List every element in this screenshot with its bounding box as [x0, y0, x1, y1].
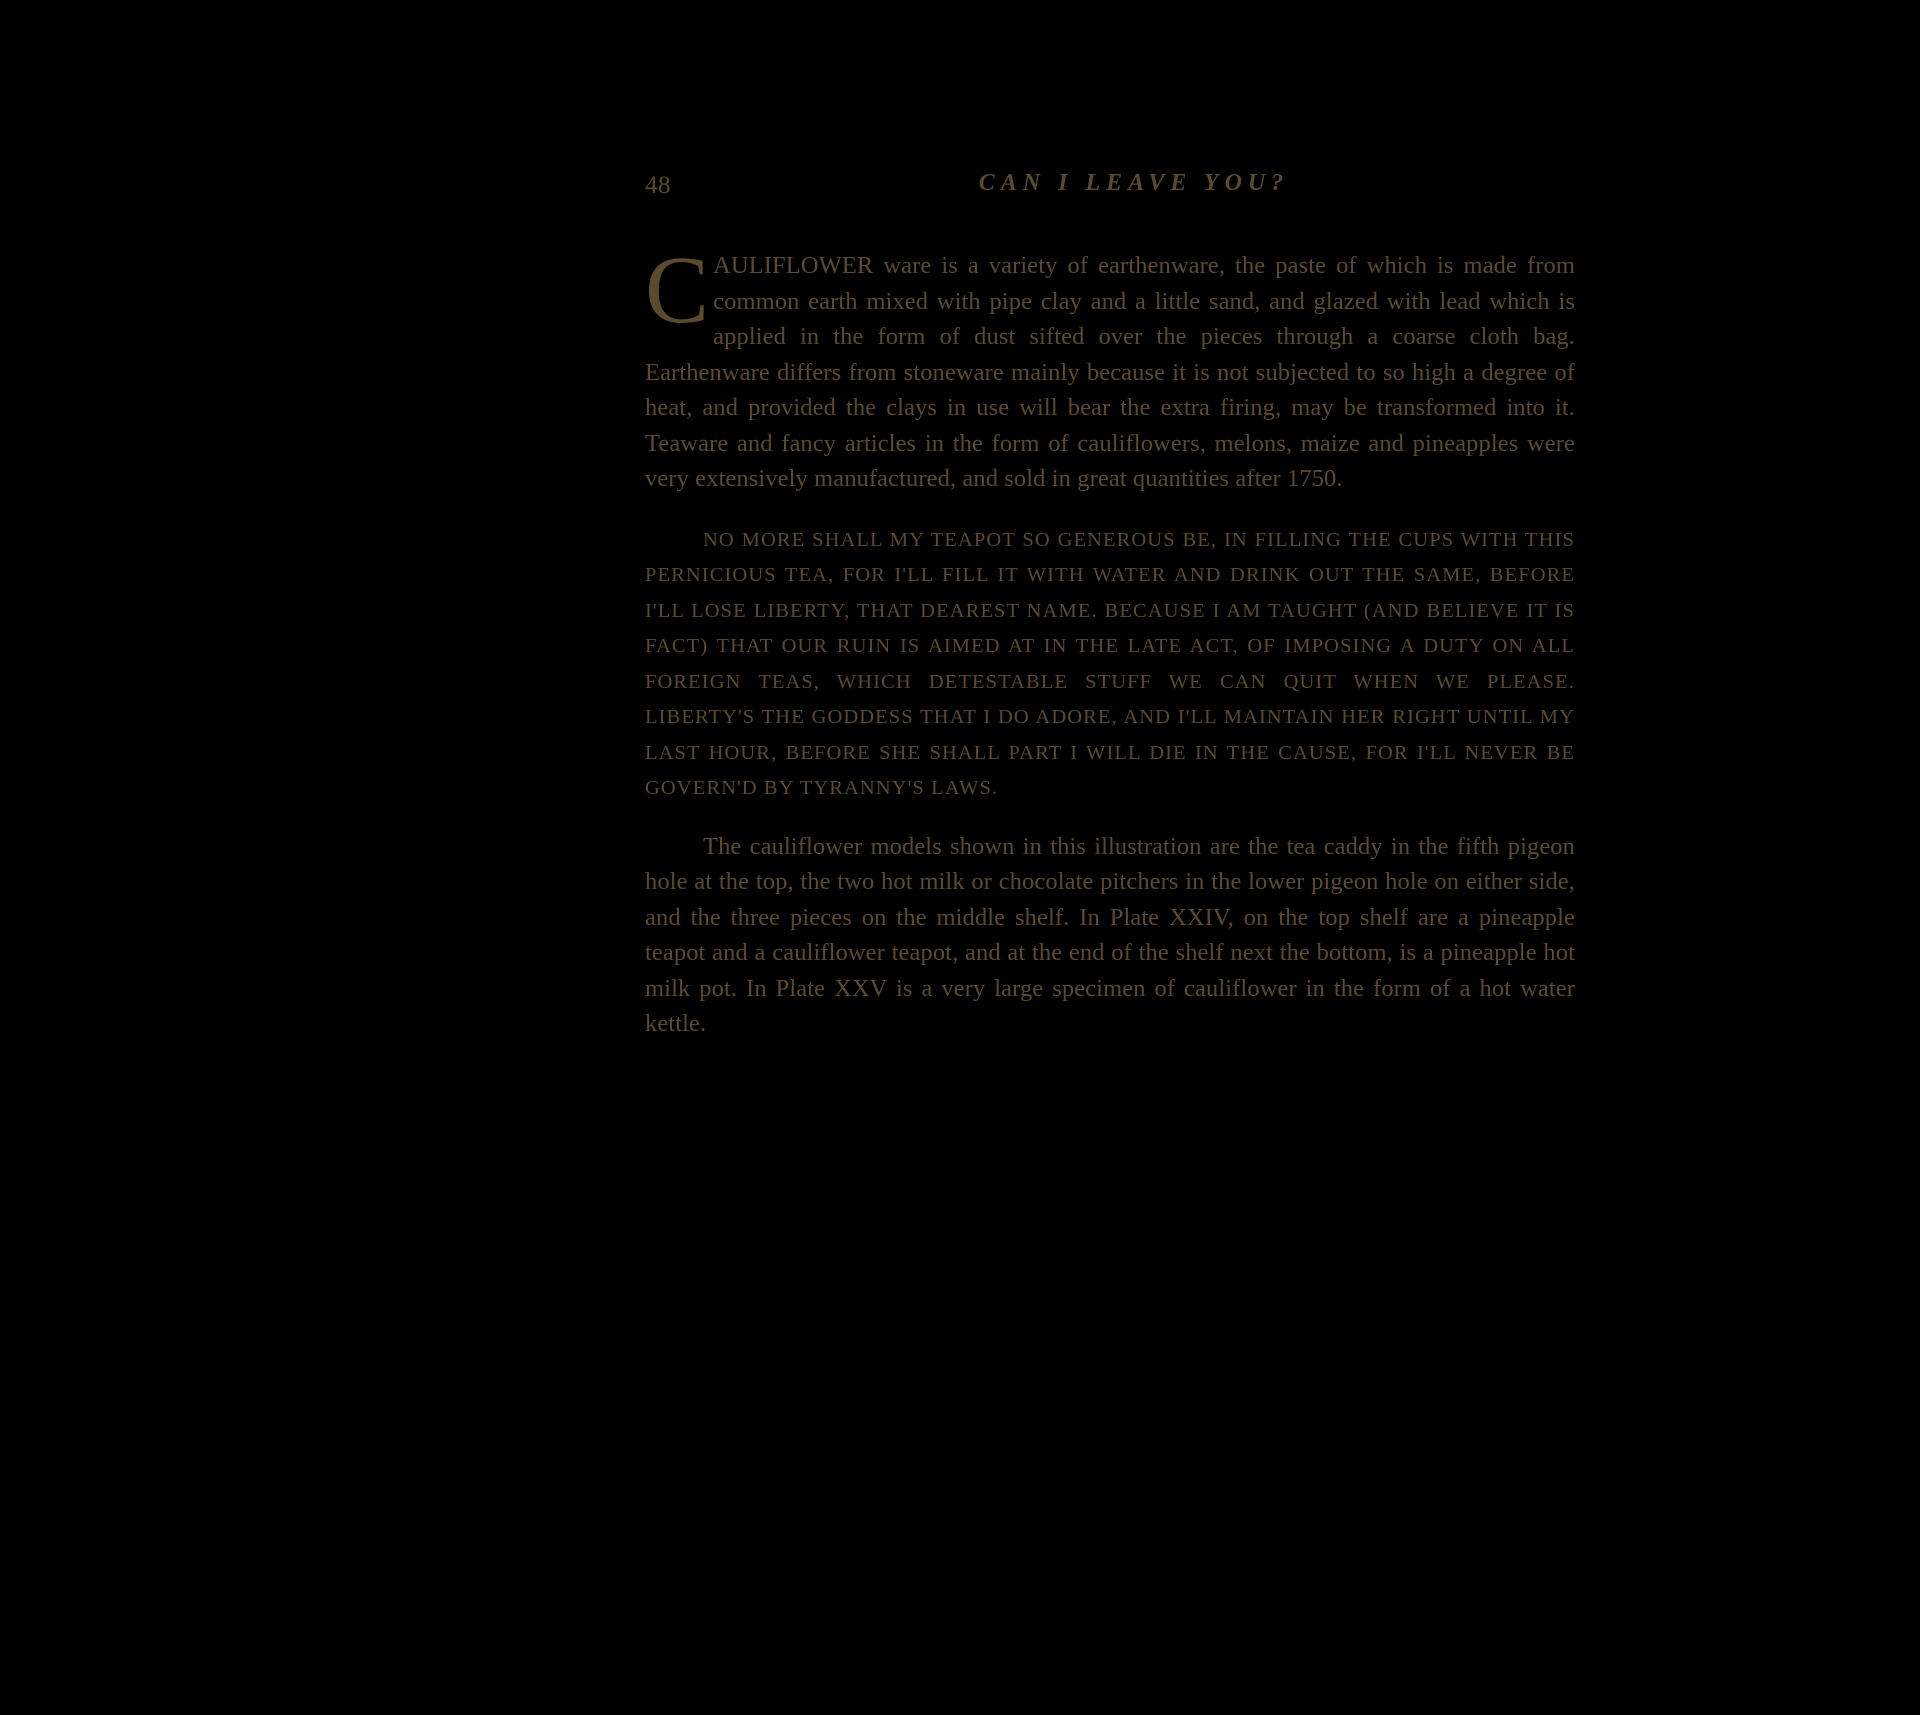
paragraph-cauliflower-ware	[645, 236, 1575, 497]
running-head-title: CAN I LEAVE YOU?	[978, 170, 1290, 196]
text-column	[645, 160, 1575, 1042]
drop-cap: C	[645, 236, 710, 343]
paragraph-illustration-description: The cauliflower models shown in this illustration are the tea caddy in the fifth pigeon hole at the top, the two hot milk or chocolate pitchers in the lower pigeon hole on either side, and the three pieces on the middle shelf. In Plate XXIV, on the top shelf are a pineapple teapot and a cauliflower teapot, and at the end of the shelf next the bottom, is a pineapple hot milk pot. In Plate XXV is a very large specimen of cauliflower in the form of a hot water kettle.	[645, 832, 1575, 1037]
running-head	[645, 160, 1575, 200]
verse-quotation: NO MORE SHALL MY TEAPOT SO GENEROUS BE, IN FILLING THE CUPS WITH THIS PERNICIOUS TEA, FOR I'LL FILL IT WITH WATER AND DRINK OUT THE SAME, BEFORE I'LL LOSE LIBERTY, THAT DEAREST NAME. BECAUSE I AM TAUGHT (AND BELIEVE IT IS FACT) THAT OUR RUIN IS AIMED AT IN THE LATE ACT, OF IMPOSING A DUTY ON ALL FOREIGN TEAS, WHICH DETESTABLE STUFF WE CAN QUIT WHEN WE PLEASE. LIBERTY'S THE GODDESS THAT I DO ADORE, AND I'LL MAINTAIN HER RIGHT UNTIL MY LAST HOUR, BEFORE SHE SHALL PART I WILL DIE IN THE CAUSE, FOR I'LL NEVER BE GOVERN'D BY TYRANNY'S LAWS.	[645, 528, 1575, 799]
page-number: 48	[645, 172, 671, 199]
paragraph-1-text: AULIFLOWER ware is a variety of earthenware, the paste of which is made from common earth mixed with pipe clay and a little sand, and glazed with lead which is applied in the form of dust sifted over the pieces through a coarse cloth bag. Earthenware differs from stoneware mainly because it is not subjected to so high a degree of heat, and provided the clays in use will bear the extra firing, may be transformed into it. Teaware and fancy articles in the form of cauliflowers, melons, maize and pineapples were very extensively manufactured, and sold in great quantities after 1750.	[645, 252, 1575, 492]
